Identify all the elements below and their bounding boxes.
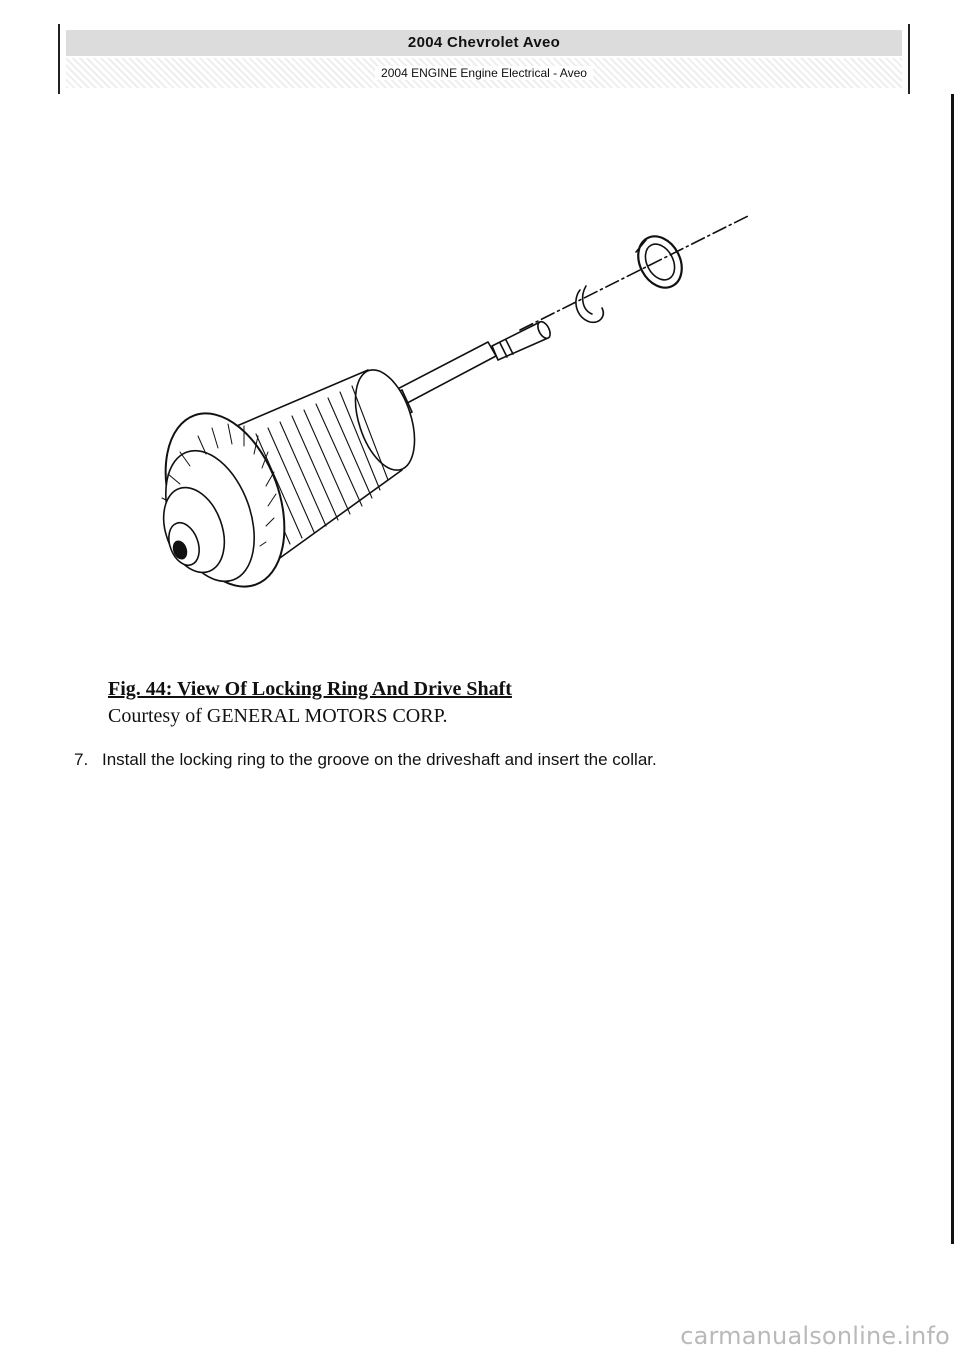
right-margin-rule [951, 94, 954, 1244]
shaft-centerline [520, 215, 750, 330]
step-text: Install the locking ring to the groove on the driveshaft and insert the collar. [102, 750, 657, 769]
document-title: 2004 Chevrolet Aveo [66, 30, 902, 56]
locking-ring [630, 229, 691, 295]
armature-drive-shaft-illustration [140, 200, 780, 620]
site-watermark: carmanualsonline.info [680, 1322, 950, 1350]
section-subtitle [66, 58, 902, 88]
step-number: 7. [74, 750, 89, 769]
procedure-step [74, 748, 914, 772]
figure-courtesy: Courtesy of GENERAL MOTORS CORP. [108, 705, 448, 727]
page-header [58, 24, 910, 94]
snap-clip [576, 286, 603, 322]
figure-caption [108, 676, 808, 730]
section-subtitle-text: 2004 ENGINE Engine Electrical - Aveo [375, 66, 593, 80]
figure-title: Fig. 44: View Of Locking Ring And Drive Shaft [108, 678, 512, 700]
